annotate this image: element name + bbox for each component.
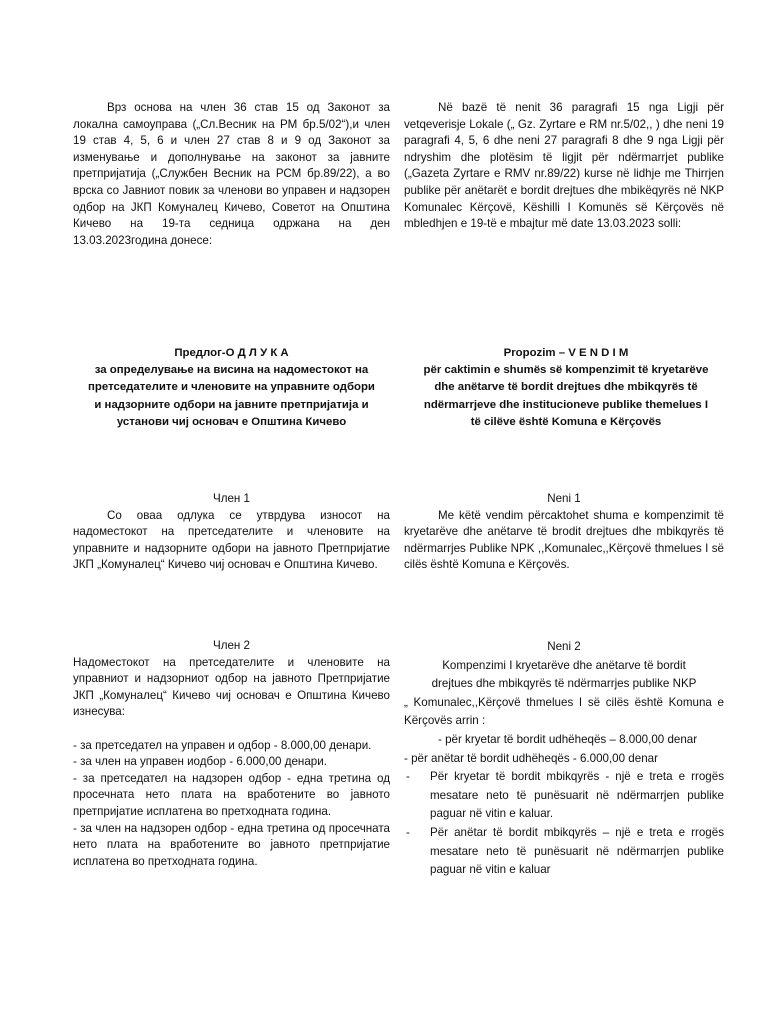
list-item-text: Për kryetar të bordit mbikqyrës - një e treta e rrogës mesatare neto të punësuarit në ndërmarrjen publike paguar në vitin e kaluar. bbox=[430, 770, 724, 821]
decision-subtitle-line: ndërmarrjeve dhe institucioneve publike themelues I bbox=[423, 398, 709, 411]
article2-mk bbox=[73, 638, 390, 870]
article2-sq bbox=[404, 638, 724, 880]
decision-subtitle-line: и надзорните одбори на јавните претпријатија и bbox=[94, 398, 369, 411]
article2-intro-sq: Kompenzimi I kryetarëve dhe anëtarve të bordit drejtues dhe mbikqyrës të ndërmarrjes publike NKP bbox=[431, 658, 697, 691]
dash-bullet: - bbox=[406, 770, 410, 784]
decision-heading-mk: Предлог-О Д Л У К А bbox=[174, 347, 289, 359]
article1-heading-mk: Член 1 bbox=[212, 492, 250, 505]
compensation-item-mk: - за член на управен иодбор - 6.000,00 денари. bbox=[73, 755, 327, 769]
article2-heading-sq: Neni 2 bbox=[547, 640, 581, 653]
compensation-item-mk: - за претседател на надзорен одбор - една третина од просечната нето плата на вработените во јавното претпријатие исплатена во претходната година. bbox=[73, 771, 390, 818]
decision-subtitle-line: për caktimin e shumës së kompenzimit të kryetarëve bbox=[423, 364, 709, 377]
decision-heading-sq: Propozim – V E N D I M bbox=[503, 347, 629, 359]
article1-mk bbox=[73, 491, 390, 574]
article1-sq bbox=[404, 491, 724, 574]
article1-text-mk: Со оваа одлука се утврдува износот на надоместокот на претседателите и членовите на управните и надзорните одбори на јавното Претпријатие ЈКП „Комуналец“ Кичево чиј основач е Општина Кичево. bbox=[73, 508, 390, 572]
decision-subtitle-line: të cilëve është Komuna e Kërçovës bbox=[470, 415, 662, 428]
list-item bbox=[404, 824, 724, 880]
article2-intro-mk: Надоместокот на претседателите и членовите на управниот и надзорниот одбор на јавното Претпријатие ЈКП „Комуналец“ Кичево чиј основач е Општина Кичево изнесува: bbox=[73, 655, 390, 719]
compensation-item-sq: - për kryetar të bordit udhëheqës – 8.000,00 denar bbox=[438, 732, 698, 746]
dash-bullet: - bbox=[406, 825, 410, 839]
compensation-item-mk: - за претседател на управен и одбор - 8.000,00 денари. bbox=[73, 738, 372, 752]
compensation-item-mk: - за член на надзорен одбор - една третина од просечната нето плата на вработените во јавното претпријатие исплатена во претходната година. bbox=[73, 821, 390, 868]
decision-title-sq bbox=[400, 345, 732, 431]
article2-intro-cont-sq: „ Komunalec,,Kërçovë thmelues I së cilës është Komuna e Kërçovës arrin : bbox=[404, 695, 724, 728]
preamble-mk bbox=[73, 100, 390, 249]
article2-heading-mk: Член 2 bbox=[212, 639, 250, 652]
list-item-text: Për anëtar të bordit mbikqyrës – një e treta e rrogës mesatare neto të punësuarit në ndërmarrjen publike paguar në vitin e kaluar bbox=[430, 825, 724, 877]
article1-heading-sq: Neni 1 bbox=[547, 492, 581, 505]
list-item bbox=[404, 768, 724, 824]
preamble-sq bbox=[404, 100, 724, 233]
decision-subtitle-line: за определување на висина на надоместокот на bbox=[94, 364, 369, 377]
decision-subtitle-line: установи чиј основач е Општина Кичево bbox=[116, 415, 347, 428]
compensation-item-sq: - për anëtar të bordit udhëheqës - 6.000,00 denar bbox=[404, 751, 658, 765]
decision-title-mk bbox=[66, 345, 397, 431]
decision-subtitle-line: dhe anëtarve të bordit drejtues dhe mbikqyrës të bbox=[434, 381, 698, 394]
article1-text-sq: Me këtë vendim përcaktohet shuma e kompenzimit të kryetarëve dhe anëtarve të brodit drejtues dhe mbikqyrës të ndërmarrjes Publike NPK ,,Komunalec,,Kërçovë thmelues I së cilës është Komuna e Kërçovës. bbox=[404, 508, 724, 572]
preamble-mk-text: Врз основа на член 36 став 15 од Законот за локална самоуправа („Сл.Весник на РМ бр.5/02“),и член 19 став 4, 5, 6 и член 27 став 8 и 9 од Законот за изменување и дополнување на законот за јавните претпријатија („Службен Весник на РСМ бр.89/22), а во врска со Јавниот повик за членови во управен и надзорен одбор на ЈКП Комуналец Кичево, Советот на Општина Кичево на 19-та седница одржана на ден 13.03.2023година донесе: bbox=[73, 101, 390, 247]
preamble-sq-text: Në bazë të nenit 36 paragrafi 15 nga Ligji për vetqeverisje Lokale („ Gz. Zyrtare e RM nr.5/02,, ) dhe neni 19 paragrafi 4, 5, 6 dhe neni 27 paragrafi 8 dhe 9 nga Ligji për ndryshim dhe plotësim të ligjit për ndërmarrjet publike („Gazeta Zyrtare e RMV nr.89/22) kurse në lidhje me Thirrjen publike për anëtarët e bordit drejtues dhe mbikëqyrës në NKP Komunalec Kërçovë, Këshilli I Komunës së Kërçovës në mbledhjen e 19-të e mbajtur më date 13.03.2023 solli: bbox=[404, 101, 724, 231]
compensation-bullets-sq bbox=[404, 768, 724, 880]
decision-subtitle-line: претседателите и членовите на управните одбори bbox=[88, 381, 375, 394]
